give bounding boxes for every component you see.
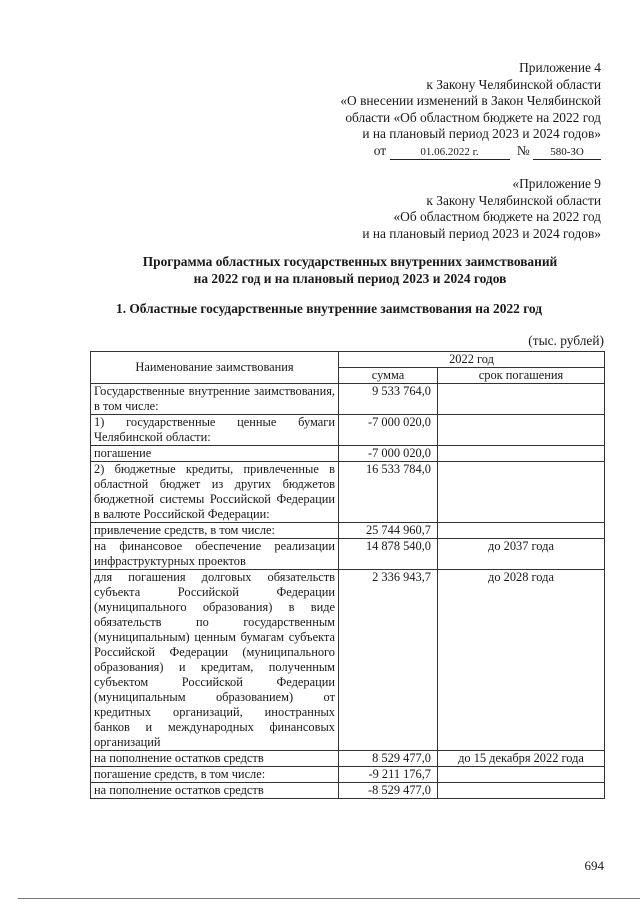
table-row (91, 783, 605, 799)
row-name-cell: 1) государственные ценные бумаги Челябинской области: (91, 415, 339, 446)
number-value: 580-ЗО (533, 146, 601, 160)
row-sum-cell: 16 533 784,0 (339, 462, 438, 523)
row-name-cell: привлечение средств, в том числе: (91, 523, 339, 539)
unit-label: (тыс. рублей) (528, 333, 604, 348)
row-term-cell: до 2028 года (438, 570, 605, 751)
row-sum-cell: -8 529 477,0 (339, 783, 438, 799)
row-sum-cell: -7 000 020,0 (339, 446, 438, 462)
row-sum-cell: -7 000 020,0 (339, 415, 438, 446)
row-sum-cell: 2 336 943,7 (339, 570, 438, 751)
table-row (91, 751, 605, 767)
row-term-cell (438, 384, 605, 415)
amendment-header (340, 60, 601, 160)
page-edge-line (18, 898, 640, 899)
date-number-line (340, 143, 601, 160)
header-line: и на плановый период 2023 и 2024 годов» (362, 126, 601, 142)
section-title: 1. Областные государственные внутренние заимствования на 2022 год (116, 301, 543, 316)
col-term-header: срок погашения (438, 368, 605, 384)
row-term-cell (438, 446, 605, 462)
table-row (91, 415, 605, 446)
from-label: от (373, 142, 387, 158)
row-sum-cell: 8 529 477,0 (339, 751, 438, 767)
row-name-cell: на пополнение остатков средств (91, 751, 339, 767)
row-sum-cell: 14 878 540,0 (339, 539, 438, 570)
header-line: и на плановый период 2023 и 2024 годов» (362, 225, 601, 241)
row-name-cell: погашение (91, 446, 339, 462)
row-term-cell (438, 523, 605, 539)
title-line: Программа областных государственных внутренних заимствований (142, 254, 558, 269)
row-term-cell (438, 462, 605, 523)
table-row (91, 570, 605, 751)
row-name-cell: на финансовое обеспечение реализации инфраструктурных проектов (91, 539, 339, 570)
appendix-header (362, 176, 601, 242)
row-sum-cell: -9 211 176,7 (339, 767, 438, 783)
table-row (91, 539, 605, 570)
row-term-cell (438, 783, 605, 799)
row-name-cell: 2) бюджетные кредиты, привлеченные в областной бюджет из других бюджетов бюджетной системы Российской Федерации в валюте Российской Федерации: (91, 462, 339, 523)
header-line: к Закону Челябинской области (426, 192, 601, 208)
header-line: к Закону Челябинской области (426, 76, 601, 92)
borrowings-table (90, 351, 605, 799)
page-number: 694 (584, 858, 604, 873)
row-term-cell: до 2037 года (438, 539, 605, 570)
title-line: на 2022 год и на плановый период 2023 и 2024 годов (193, 270, 507, 286)
table-row (91, 523, 605, 539)
table-row (91, 384, 605, 415)
number-label: № (516, 142, 530, 158)
row-name-cell: на пополнение остатков средств (91, 783, 339, 799)
header-line: «О внесении изменений в Закон Челябинской (340, 93, 601, 109)
header-line: «Приложение 9 (512, 176, 601, 191)
row-name-cell: погашение средств, в том числе: (91, 767, 339, 783)
row-term-cell (438, 767, 605, 783)
row-sum-cell: 25 744 960,7 (339, 523, 438, 539)
header-line: Приложение 4 (519, 60, 601, 75)
document-title (70, 254, 630, 287)
row-term-cell: до 15 декабря 2022 года (438, 751, 605, 767)
row-term-cell (438, 415, 605, 446)
table-row (91, 446, 605, 462)
table-row (91, 462, 605, 523)
header-line: области «Об областном бюджете на 2022 год (345, 109, 601, 125)
header-line: «Об областном бюджете на 2022 год (393, 209, 601, 225)
row-name-cell: для погашения долговых обязательств субъекта Российской Федерации (муниципального образования) в виде обязательств по государственным (муниципальным) ценным бумагам субъекта Российской Федерации (муниципального образования) и кредитам, полученным субъектом Российской Федерации (муниципальным образованием) от кредитных организаций, иностранных банков и международных финансовых организаций (91, 570, 339, 751)
col-name-header: Наименование заимствования (91, 352, 339, 384)
row-name-cell: Государственные внутренние заимствования, в том числе: (91, 384, 339, 415)
date-value: 01.06.2022 г. (390, 146, 510, 160)
table-row (91, 767, 605, 783)
row-sum-cell: 9 533 764,0 (339, 384, 438, 415)
col-year-header: 2022 год (339, 352, 605, 368)
col-sum-header: сумма (339, 368, 438, 384)
